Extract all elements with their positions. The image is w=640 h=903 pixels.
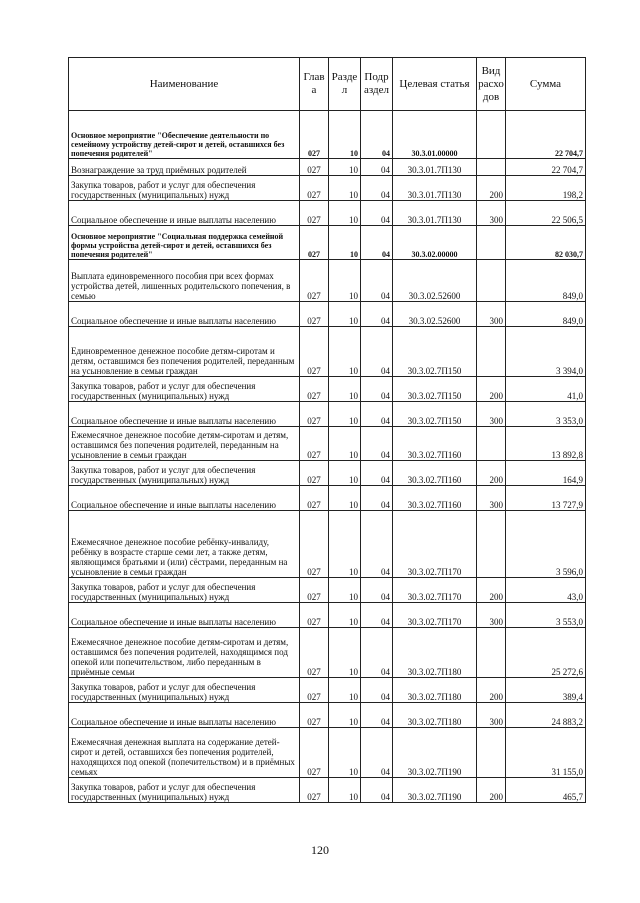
row-sum-cell: 3 394,0 bbox=[506, 327, 586, 377]
row-article-cell: 30.3.02.7П180 bbox=[393, 703, 477, 728]
header-section: Разде л bbox=[329, 58, 361, 111]
table-row bbox=[69, 603, 586, 628]
row-article-cell: 30.3.02.7П180 bbox=[393, 628, 477, 678]
row-section-cell: 10 bbox=[329, 377, 361, 402]
table-row bbox=[69, 302, 586, 327]
row-chapter-cell: 027 bbox=[300, 678, 329, 703]
row-article-cell: 30.3.02.7П190 bbox=[393, 728, 477, 778]
row-subsection-cell: 04 bbox=[361, 427, 393, 461]
row-article-cell: 30.3.02.7П190 bbox=[393, 778, 477, 803]
row-chapter-cell: 027 bbox=[300, 486, 329, 511]
row-subsection-cell: 04 bbox=[361, 159, 393, 176]
table-row bbox=[69, 327, 586, 377]
row-sum-cell: 164,9 bbox=[506, 461, 586, 486]
table-row bbox=[69, 201, 586, 226]
row-section-cell: 10 bbox=[329, 486, 361, 511]
row-sum-cell: 13 727,9 bbox=[506, 486, 586, 511]
row-subsection-cell: 04 bbox=[361, 511, 393, 578]
row-chapter-cell: 027 bbox=[300, 778, 329, 803]
row-sum-cell: 22 506,5 bbox=[506, 201, 586, 226]
row-section-cell: 10 bbox=[329, 260, 361, 302]
row-section-cell: 10 bbox=[329, 778, 361, 803]
row-sum-cell: 198,2 bbox=[506, 176, 586, 201]
row-chapter-cell: 027 bbox=[300, 427, 329, 461]
row-name-cell: Социальное обеспечение и иные выплаты населению bbox=[69, 302, 300, 327]
row-expense-type-cell: 300 bbox=[477, 486, 506, 511]
row-chapter-cell: 027 bbox=[300, 578, 329, 603]
row-name-cell: Закупка товаров, работ и услуг для обеспечения государственных (муниципальных) нужд bbox=[69, 461, 300, 486]
table-row bbox=[69, 377, 586, 402]
row-subsection-cell: 04 bbox=[361, 703, 393, 728]
row-expense-type-cell: 200 bbox=[477, 678, 506, 703]
row-name-cell: Ежемесячная денежная выплата на содержание детей-сирот и детей, оставшихся без попечения родителей, находящихся под опекой (попечительством) и в приёмных семьях bbox=[69, 728, 300, 778]
row-name-cell: Выплата единовременного пособия при всех формах устройства детей, лишенных родительского попечения, в семью bbox=[69, 260, 300, 302]
row-subsection-cell: 04 bbox=[361, 603, 393, 628]
row-expense-type-cell bbox=[477, 327, 506, 377]
row-name-cell: Основное мероприятие "Социальная поддержка семейной формы устройства детей-сирот и детей, оставшихся без попечения родителей" bbox=[69, 226, 300, 260]
row-subsection-cell: 04 bbox=[361, 402, 393, 427]
row-name-cell: Единовременное денежное пособие детям-сиротам и детям, оставшимся без попечения родителей, переданным на усыновление в семьи граждан bbox=[69, 327, 300, 377]
row-sum-cell: 3 596,0 bbox=[506, 511, 586, 578]
row-name-cell: Социальное обеспечение и иные выплаты населению bbox=[69, 486, 300, 511]
row-name-cell: Закупка товаров, работ и услуг для обеспечения государственных (муниципальных) нужд bbox=[69, 176, 300, 201]
row-name-cell: Закупка товаров, работ и услуг для обеспечения государственных (муниципальных) нужд bbox=[69, 678, 300, 703]
row-name-cell: Закупка товаров, работ и услуг для обеспечения государственных (муниципальных) нужд bbox=[69, 377, 300, 402]
row-article-cell: 30.3.01.7П130 bbox=[393, 176, 477, 201]
row-subsection-cell: 04 bbox=[361, 578, 393, 603]
row-article-cell: 30.3.01.7П130 bbox=[393, 159, 477, 176]
row-sum-cell: 24 883,2 bbox=[506, 703, 586, 728]
row-sum-cell: 22 704,7 bbox=[506, 111, 586, 159]
row-chapter-cell: 027 bbox=[300, 703, 329, 728]
row-subsection-cell: 04 bbox=[361, 327, 393, 377]
row-name-cell: Вознаграждение за труд приёмных родителей bbox=[69, 159, 300, 176]
row-name-cell: Ежемесячное денежное пособие детям-сиротам и детям, оставшимся без попечения родителей, переданным на усыновление в семьи граждан bbox=[69, 427, 300, 461]
row-section-cell: 10 bbox=[329, 159, 361, 176]
table-body bbox=[69, 111, 586, 803]
row-chapter-cell: 027 bbox=[300, 201, 329, 226]
row-subsection-cell: 04 bbox=[361, 176, 393, 201]
row-sum-cell: 849,0 bbox=[506, 260, 586, 302]
row-article-cell: 30.3.01.7П130 bbox=[393, 201, 477, 226]
row-name-cell: Ежемесячное денежное пособие детям-сиротам и детям, оставшимся без попечения родителей, находящимся под опекой или попечительством, либо переданным в приёмные семьи bbox=[69, 628, 300, 678]
row-article-cell: 30.3.01.00000 bbox=[393, 111, 477, 159]
row-subsection-cell: 04 bbox=[361, 678, 393, 703]
row-article-cell: 30.3.02.7П170 bbox=[393, 603, 477, 628]
table-row bbox=[69, 486, 586, 511]
row-article-cell: 30.3.02.7П160 bbox=[393, 461, 477, 486]
table-row bbox=[69, 260, 586, 302]
row-name-cell: Социальное обеспечение и иные выплаты населению bbox=[69, 201, 300, 226]
row-chapter-cell: 027 bbox=[300, 628, 329, 678]
table-row bbox=[69, 226, 586, 260]
row-chapter-cell: 027 bbox=[300, 461, 329, 486]
row-expense-type-cell: 300 bbox=[477, 603, 506, 628]
row-sum-cell: 3 353,0 bbox=[506, 402, 586, 427]
row-section-cell: 10 bbox=[329, 111, 361, 159]
table-row bbox=[69, 578, 586, 603]
row-subsection-cell: 04 bbox=[361, 377, 393, 402]
header-target-article: Целевая статья bbox=[393, 58, 477, 111]
row-section-cell: 10 bbox=[329, 327, 361, 377]
row-name-cell: Закупка товаров, работ и услуг для обеспечения государственных (муниципальных) нужд bbox=[69, 578, 300, 603]
row-section-cell: 10 bbox=[329, 678, 361, 703]
row-name-cell: Социальное обеспечение и иные выплаты населению bbox=[69, 703, 300, 728]
row-sum-cell: 82 030,7 bbox=[506, 226, 586, 260]
row-name-cell: Ежемесячное денежное пособие ребёнку-инвалиду, ребёнку в возрасте старше семи лет, а также детям, являющимся братьями и (или) сёстрами, переданным на усыновление в семьи граждан bbox=[69, 511, 300, 578]
row-chapter-cell: 027 bbox=[300, 176, 329, 201]
row-section-cell: 10 bbox=[329, 628, 361, 678]
row-chapter-cell: 027 bbox=[300, 260, 329, 302]
row-chapter-cell: 027 bbox=[300, 111, 329, 159]
table-row bbox=[69, 159, 586, 176]
header-name: Наименование bbox=[69, 58, 300, 111]
row-section-cell: 10 bbox=[329, 402, 361, 427]
budget-table bbox=[68, 57, 586, 803]
row-sum-cell: 389,4 bbox=[506, 678, 586, 703]
row-article-cell: 30.3.02.7П150 bbox=[393, 402, 477, 427]
row-article-cell: 30.3.02.52600 bbox=[393, 260, 477, 302]
row-expense-type-cell bbox=[477, 226, 506, 260]
row-expense-type-cell: 300 bbox=[477, 402, 506, 427]
row-chapter-cell: 027 bbox=[300, 377, 329, 402]
row-sum-cell: 22 704,7 bbox=[506, 159, 586, 176]
row-name-cell: Социальное обеспечение и иные выплаты населению bbox=[69, 402, 300, 427]
row-sum-cell: 465,7 bbox=[506, 778, 586, 803]
table-header-row bbox=[69, 58, 586, 111]
row-chapter-cell: 027 bbox=[300, 511, 329, 578]
row-chapter-cell: 027 bbox=[300, 728, 329, 778]
row-expense-type-cell: 200 bbox=[477, 377, 506, 402]
row-sum-cell: 849,0 bbox=[506, 302, 586, 327]
row-sum-cell: 13 892,8 bbox=[506, 427, 586, 461]
row-expense-type-cell: 300 bbox=[477, 302, 506, 327]
row-article-cell: 30.3.02.7П160 bbox=[393, 427, 477, 461]
table-row bbox=[69, 176, 586, 201]
row-section-cell: 10 bbox=[329, 728, 361, 778]
row-article-cell: 30.3.02.52600 bbox=[393, 302, 477, 327]
table-row bbox=[69, 703, 586, 728]
row-subsection-cell: 04 bbox=[361, 628, 393, 678]
table-row bbox=[69, 402, 586, 427]
row-subsection-cell: 04 bbox=[361, 728, 393, 778]
row-article-cell: 30.3.02.7П170 bbox=[393, 511, 477, 578]
table-row bbox=[69, 511, 586, 578]
row-expense-type-cell: 200 bbox=[477, 461, 506, 486]
row-chapter-cell: 027 bbox=[300, 603, 329, 628]
row-article-cell: 30.3.02.7П160 bbox=[393, 486, 477, 511]
row-article-cell: 30.3.02.00000 bbox=[393, 226, 477, 260]
row-chapter-cell: 027 bbox=[300, 402, 329, 427]
row-expense-type-cell bbox=[477, 159, 506, 176]
row-section-cell: 10 bbox=[329, 427, 361, 461]
header-sum: Сумма bbox=[506, 58, 586, 111]
row-subsection-cell: 04 bbox=[361, 226, 393, 260]
row-subsection-cell: 04 bbox=[361, 201, 393, 226]
row-section-cell: 10 bbox=[329, 703, 361, 728]
row-subsection-cell: 04 bbox=[361, 302, 393, 327]
row-chapter-cell: 027 bbox=[300, 226, 329, 260]
row-expense-type-cell: 200 bbox=[477, 176, 506, 201]
row-chapter-cell: 027 bbox=[300, 159, 329, 176]
table-row bbox=[69, 678, 586, 703]
row-article-cell: 30.3.02.7П170 bbox=[393, 578, 477, 603]
row-expense-type-cell bbox=[477, 111, 506, 159]
row-name-cell: Закупка товаров, работ и услуг для обеспечения государственных (муниципальных) нужд bbox=[69, 778, 300, 803]
row-section-cell: 10 bbox=[329, 176, 361, 201]
header-subsection: Подр аздел bbox=[361, 58, 393, 111]
row-subsection-cell: 04 bbox=[361, 260, 393, 302]
row-chapter-cell: 027 bbox=[300, 327, 329, 377]
row-expense-type-cell bbox=[477, 628, 506, 678]
row-expense-type-cell bbox=[477, 427, 506, 461]
row-name-cell: Основное мероприятие "Обеспечение деятельности по семейному устройству детей-сирот и детей, оставшихся без попечения родителей" bbox=[69, 111, 300, 159]
row-sum-cell: 41,0 bbox=[506, 377, 586, 402]
row-section-cell: 10 bbox=[329, 302, 361, 327]
row-section-cell: 10 bbox=[329, 201, 361, 226]
row-section-cell: 10 bbox=[329, 226, 361, 260]
row-subsection-cell: 04 bbox=[361, 486, 393, 511]
row-sum-cell: 43,0 bbox=[506, 578, 586, 603]
row-expense-type-cell: 200 bbox=[477, 578, 506, 603]
table-row bbox=[69, 461, 586, 486]
table-row bbox=[69, 111, 586, 159]
row-section-cell: 10 bbox=[329, 461, 361, 486]
row-expense-type-cell bbox=[477, 728, 506, 778]
row-subsection-cell: 04 bbox=[361, 461, 393, 486]
row-sum-cell: 3 553,0 bbox=[506, 603, 586, 628]
row-chapter-cell: 027 bbox=[300, 302, 329, 327]
row-sum-cell: 31 155,0 bbox=[506, 728, 586, 778]
header-chapter: Глав а bbox=[300, 58, 329, 111]
row-expense-type-cell bbox=[477, 260, 506, 302]
row-expense-type-cell bbox=[477, 511, 506, 578]
header-expense-type: Вид расхо дов bbox=[477, 58, 506, 111]
row-expense-type-cell: 300 bbox=[477, 703, 506, 728]
row-section-cell: 10 bbox=[329, 511, 361, 578]
row-section-cell: 10 bbox=[329, 603, 361, 628]
table-row bbox=[69, 628, 586, 678]
table-row bbox=[69, 728, 586, 778]
row-section-cell: 10 bbox=[329, 578, 361, 603]
row-expense-type-cell: 300 bbox=[477, 201, 506, 226]
row-sum-cell: 25 272,6 bbox=[506, 628, 586, 678]
table-row bbox=[69, 427, 586, 461]
row-name-cell: Социальное обеспечение и иные выплаты населению bbox=[69, 603, 300, 628]
page-number: 120 bbox=[311, 843, 329, 857]
row-subsection-cell: 04 bbox=[361, 111, 393, 159]
row-subsection-cell: 04 bbox=[361, 778, 393, 803]
row-article-cell: 30.3.02.7П150 bbox=[393, 327, 477, 377]
row-article-cell: 30.3.02.7П180 bbox=[393, 678, 477, 703]
row-expense-type-cell: 200 bbox=[477, 778, 506, 803]
table-row bbox=[69, 778, 586, 803]
row-article-cell: 30.3.02.7П150 bbox=[393, 377, 477, 402]
